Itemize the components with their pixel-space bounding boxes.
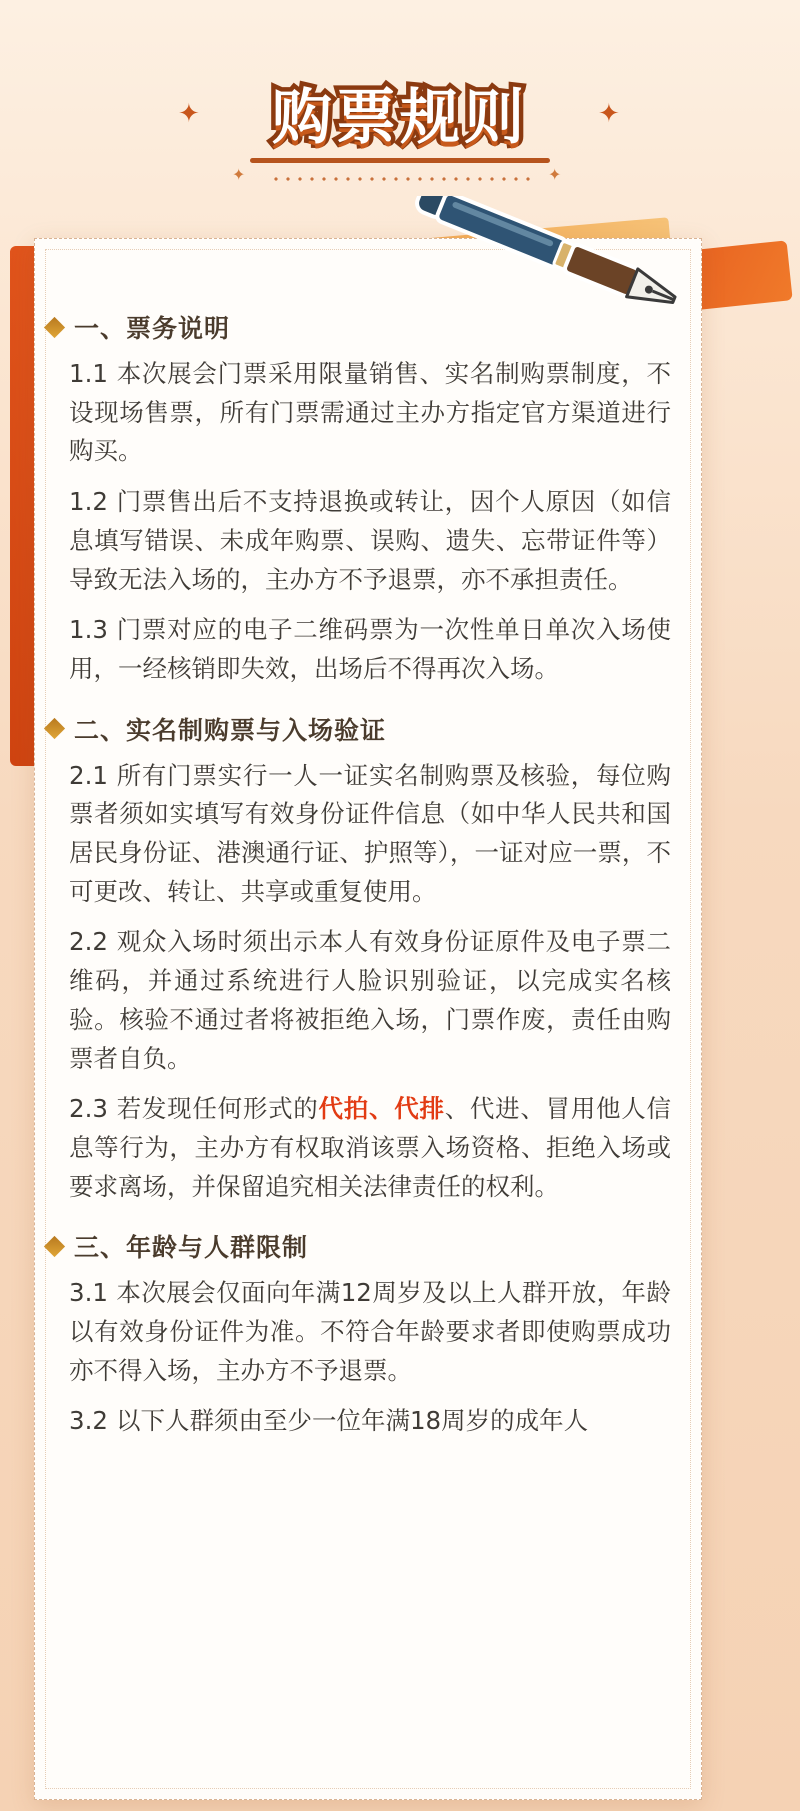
diamond-bullet-icon xyxy=(44,1236,65,1257)
rule-text: 观众入场时须出示本人有效身份证原件及电子票二维码，并通过系统进行人脸识别验证，以完成实名核验。核验不通过者将被拒绝入场，门票作废，责任由购票者自负。 xyxy=(69,927,671,1073)
rule-paragraph xyxy=(69,483,671,599)
section-title-text: 一、票务说明 xyxy=(74,314,231,343)
title-dotted-rule xyxy=(270,176,530,182)
section-title-text: 二、实名制购票与入场验证 xyxy=(74,715,387,745)
rule-paragraph xyxy=(69,923,671,1078)
rule-text-highlight: 代拍、代排 xyxy=(318,1094,445,1124)
rule-text: 本次展会门票采用限量销售、实名制购票制度，不设现场售票，所有门票需通过主办方指定官方渠道进行购买。 xyxy=(69,359,671,466)
rule-paragraph xyxy=(69,1402,671,1441)
rules-content xyxy=(69,287,671,1799)
rule-text: 门票对应的电子二维码票为一次性单日单次入场使用，一经核销即失效，出场后不得再次入场。 xyxy=(69,615,671,683)
rule-number: 1.1 xyxy=(69,359,108,388)
rule-paragraph xyxy=(69,611,671,688)
section-title-text: 三、年龄与人群限制 xyxy=(74,1233,309,1263)
rule-text: 本次展会仅面向年满12周岁及以上人群开放，年龄以有效身份证件为准。不符合年龄要求者即使购票成功亦不得入场，主办方不予退票。 xyxy=(69,1278,671,1385)
rule-number: 3.1 xyxy=(69,1278,108,1308)
rule-number: 2.3 xyxy=(69,1094,108,1124)
page-header xyxy=(0,0,800,215)
rule-number: 2.2 xyxy=(69,927,108,957)
fountain-pen-icon xyxy=(398,196,698,306)
rules-card xyxy=(34,238,702,1800)
rule-text: 以下人群须由至少一位年满18周岁的成年人 xyxy=(115,1406,589,1436)
rule-number: 3.2 xyxy=(69,1406,108,1436)
sparkle-icon-left: ✦ xyxy=(178,98,200,128)
rule-number: 1.2 xyxy=(69,487,108,517)
section-heading xyxy=(47,309,671,345)
rule-paragraph xyxy=(69,757,671,912)
rule-text-after: 、代进、冒用他人信息等行为，主办方有权取消该票入场资格、拒绝入场或要求离场，并保留追究相关法律责任的权利。 xyxy=(69,1094,672,1201)
title-underline xyxy=(250,158,550,163)
diamond-bullet-icon xyxy=(44,718,65,739)
rule-number: 1.3 xyxy=(69,615,108,645)
rule-paragraph xyxy=(69,355,671,471)
sparkle-icon-small-right: ✦ xyxy=(548,167,562,184)
rule-text-before: 若发现任何形式的 xyxy=(115,1094,319,1124)
sparkle-icon-small-left: ✦ xyxy=(232,167,246,184)
title-wrap xyxy=(0,64,800,162)
diamond-bullet-icon xyxy=(44,316,65,337)
rule-paragraph xyxy=(69,1274,671,1390)
section-heading xyxy=(47,1228,671,1264)
page-title: 购票规则 xyxy=(272,83,528,153)
rule-paragraph xyxy=(69,1090,671,1206)
section-heading xyxy=(47,711,671,747)
rule-number: 2.1 xyxy=(69,760,108,790)
rule-text: 门票售出后不支持退换或转让，因个人原因（如信息填写错误、未成年购票、误购、遗失、忘带证件等）导致无法入场的，主办方不予退票，亦不承担责任。 xyxy=(69,487,671,594)
sparkle-icon-right: ✦ xyxy=(598,98,620,128)
rule-text: 所有门票实行一人一证实名制购票及核验，每位购票者须如实填写有效身份证件信息（如中华人民共和国居民身份证、港澳通行证、护照等），一证对应一票，不可更改、转让、共享或重复使用。 xyxy=(69,760,671,906)
